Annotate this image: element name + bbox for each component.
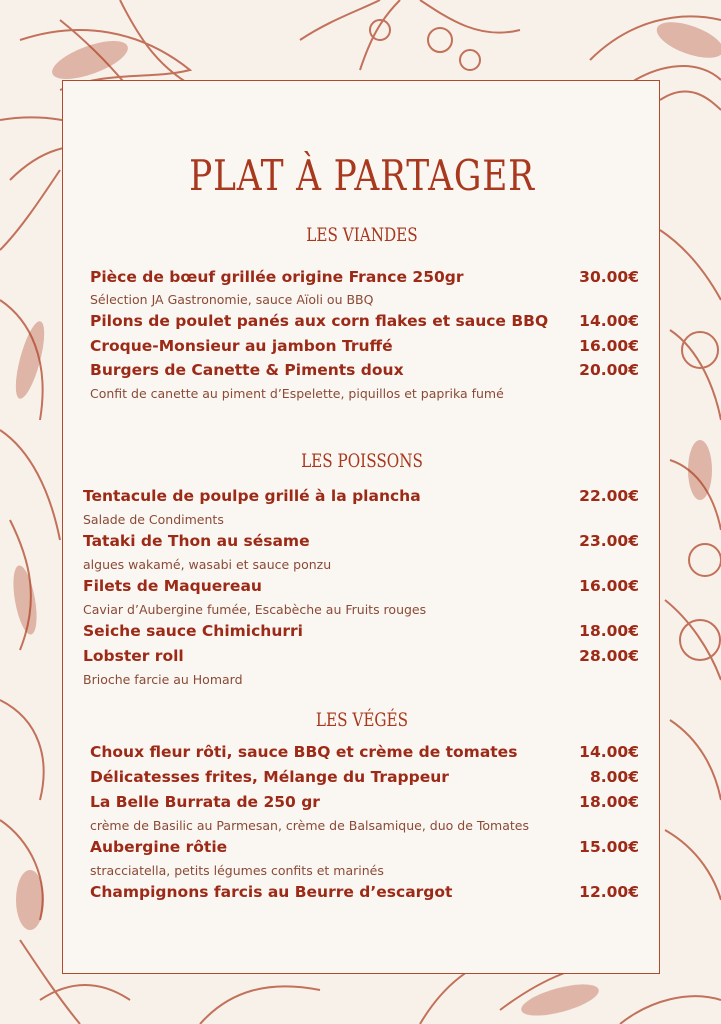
menu-item-price: 20.00€ xyxy=(579,361,639,379)
menu-item-name: Tataki de Thon au sésame xyxy=(83,532,310,550)
menu-item-price: 15.00€ xyxy=(579,838,639,856)
menu-item-name: Filets de Maquereau xyxy=(83,577,262,595)
menu-item-name: Pilons de poulet panés aux corn flakes et sauce BBQ xyxy=(90,312,549,330)
menu-item-price: 8.00€ xyxy=(589,768,639,786)
menu-item-name: Tentacule de poulpe grillé à la plancha xyxy=(83,487,421,505)
menu-item-price: 18.00€ xyxy=(579,622,639,640)
menu-item-price: 30.00€ xyxy=(579,268,639,286)
menu-item-description: crème de Basilic au Parmesan, crème de Balsamique, duo de Tomates xyxy=(90,818,529,833)
section-title-poissons: LES POISSONS xyxy=(301,450,423,472)
section-title-viandes: LES VIANDES xyxy=(306,224,418,246)
menu-item-description: Confit de canette au piment d’Espelette, piquillos et paprika fumé xyxy=(90,386,504,401)
menu-item-description: stracciatella, petits légumes confits et marinés xyxy=(90,863,384,878)
menu-item-price: 22.00€ xyxy=(579,487,639,505)
menu-panel xyxy=(62,80,660,974)
menu-item-name: Lobster roll xyxy=(83,647,184,665)
menu-item-name: Croque-Monsieur au jambon Truffé xyxy=(90,337,393,355)
menu-item-name: Pièce de bœuf grillée origine France 250gr xyxy=(90,268,464,286)
menu-item-name: Champignons farcis au Beurre d’escargot xyxy=(90,883,453,901)
menu-item-name: Choux fleur rôti, sauce BBQ et crème de tomates xyxy=(90,743,518,761)
menu-item-name: La Belle Burrata de 250 gr xyxy=(90,793,320,811)
menu-item-description: algues wakamé, wasabi et sauce ponzu xyxy=(83,557,332,572)
menu-item-price: 12.00€ xyxy=(579,883,639,901)
menu-item-description: Brioche farcie au Homard xyxy=(83,672,243,687)
menu-item-name: Délicatesses frites, Mélange du Trappeur xyxy=(90,768,449,786)
section-title-veges: LES VÉGÉS xyxy=(315,709,409,731)
menu-item-name: Seiche sauce Chimichurri xyxy=(83,622,303,640)
menu-item-name: Aubergine rôtie xyxy=(90,838,228,856)
menu-item-price: 16.00€ xyxy=(579,337,639,355)
menu-item-price: 16.00€ xyxy=(579,577,639,595)
menu-item-description: Sélection JA Gastronomie, sauce Aïoli ou BBQ xyxy=(90,292,374,307)
menu-item-price: 28.00€ xyxy=(579,647,639,665)
menu-item-price: 18.00€ xyxy=(579,793,639,811)
menu-item-price: 14.00€ xyxy=(579,743,639,761)
menu-item-price: 23.00€ xyxy=(579,532,639,550)
menu-title: PLAT À PARTAGER xyxy=(189,151,535,200)
menu-item-name: Burgers de Canette & Piments doux xyxy=(90,361,404,379)
menu-item-description: Salade de Condiments xyxy=(83,512,224,527)
menu-item-description: Caviar d’Aubergine fumée, Escabèche au Fruits rouges xyxy=(83,602,427,617)
menu-item-price: 14.00€ xyxy=(579,312,639,330)
